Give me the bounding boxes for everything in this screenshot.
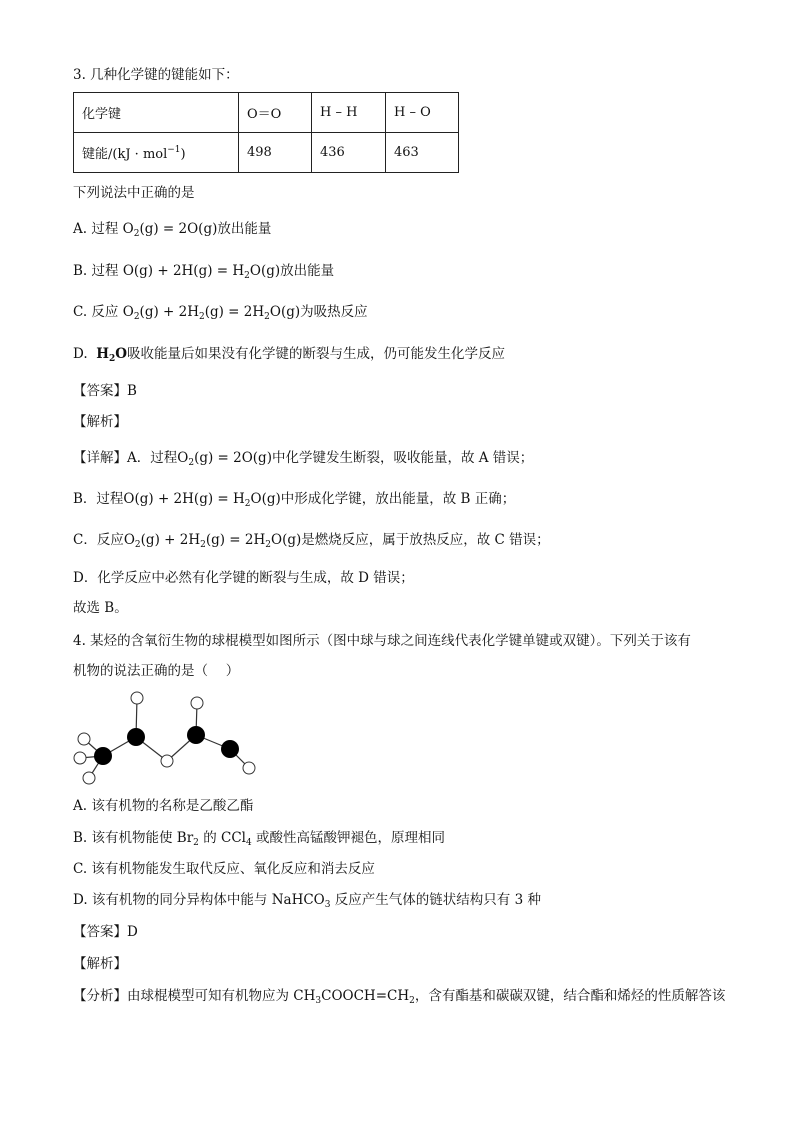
q3-prompt: 下列说法中正确的是 <box>73 185 195 201</box>
atoms <box>74 692 255 784</box>
hydrogen-atom <box>83 772 95 784</box>
q3-detail-c: C．反应$O_2(g) + 2H_2(g) = 2H_2O(g)$是燃烧反应，属于放热反应，故 C 错误； <box>73 532 550 550</box>
q4-option-b: B. 该有机物能使 $Br_2$ 的 CCl$_4$ 或酸性高锰酸钾褪色，原理相同 <box>73 830 445 848</box>
hydrogen-atom <box>74 752 86 764</box>
table-cell: 498 <box>239 133 312 173</box>
table-label-cell: 键能/(kJ · mol$^{-1}$) <box>74 133 239 173</box>
q3-answer: 【答案】B <box>73 383 137 399</box>
q4-option-c: C. 该有机物能发生取代反应、氧化反应和消去反应 <box>73 861 375 877</box>
oxygen-atom <box>161 755 173 767</box>
table-header-cell: H – H <box>312 93 386 133</box>
q4-option-d: D. 该有机物的同分异构体中能与 NaHCO$_3$ 反应产生气体的链状结构只有 3 种 <box>73 892 541 910</box>
hydrogen-atom <box>243 762 255 774</box>
q3-detail-d: D．化学反应中必然有化学键的断裂与生成，故 D 错误； <box>73 570 414 586</box>
q4-stem-line1: 4. 某烃的含氧衍生物的球棍模型如图所示（图中球与球之间连线代表化学键单键或双键）。下列关于该有 <box>73 633 691 649</box>
q4-fenxi: 【分析】由球棍模型可知有机物应为 $CH_3COOCH=CH_2$，含有酯基和碳碳双键，结合酯和烯烃的性质解答该 <box>73 988 726 1006</box>
table-cell: 436 <box>312 133 386 173</box>
q4-option-a: A. 该有机物的名称是乙酸乙酯 <box>73 798 254 814</box>
carbon-atom <box>221 740 239 758</box>
table-cell: 463 <box>386 133 459 173</box>
carbon-atom <box>187 726 205 744</box>
q3-conclusion: 故选 B。 <box>73 600 128 616</box>
q3-detail-a: 【详解】A．过程$O_2(g) = 2O(g)$中化学键发生断裂，吸收能量，故 A 错误； <box>73 450 534 468</box>
q3-detail-b: B．过程$O(g) + 2H(g) = H_2O(g)$中形成化学键，放出能量，故 B 正确； <box>73 491 516 509</box>
hydrogen-atom <box>191 697 203 709</box>
table-header-cell: H – O <box>386 93 459 133</box>
bond-energy-table <box>73 92 459 173</box>
hydrogen-atom <box>78 733 90 745</box>
q3-option-a: A. 过程 $O_2(g) = 2O(g)$放出能量 <box>73 221 272 239</box>
oxygen-atom <box>131 692 143 704</box>
q3-title: 3. 几种化学键的键能如下： <box>73 67 239 83</box>
table-row <box>74 93 459 133</box>
q3-analysis-heading: 【解析】 <box>73 414 127 430</box>
carbon-atom <box>127 728 145 746</box>
table-header-cell: 化学键 <box>74 93 239 133</box>
table-row <box>74 133 459 173</box>
q4-stem-line2: 机物的说法正确的是（ ） <box>73 663 240 679</box>
q3-option-c: C. 反应 $O_2(g) + 2H_2(g) = 2H_2O(g)$为吸热反应 <box>73 304 368 322</box>
table-header-cell: O＝O <box>239 93 312 133</box>
q4-answer: 【答案】D <box>73 924 138 940</box>
q3-option-b: B. 过程 $O(g) + 2H(g) = H_2O(g)$放出能量 <box>73 263 335 281</box>
q4-analysis-heading: 【解析】 <box>73 956 127 972</box>
q3-option-d: D. $H_2O$吸收能量后如果没有化学键的断裂与生成，仍可能发生化学反应 <box>73 346 506 364</box>
ball-and-stick-model <box>70 688 270 786</box>
carbon-atom <box>94 747 112 765</box>
